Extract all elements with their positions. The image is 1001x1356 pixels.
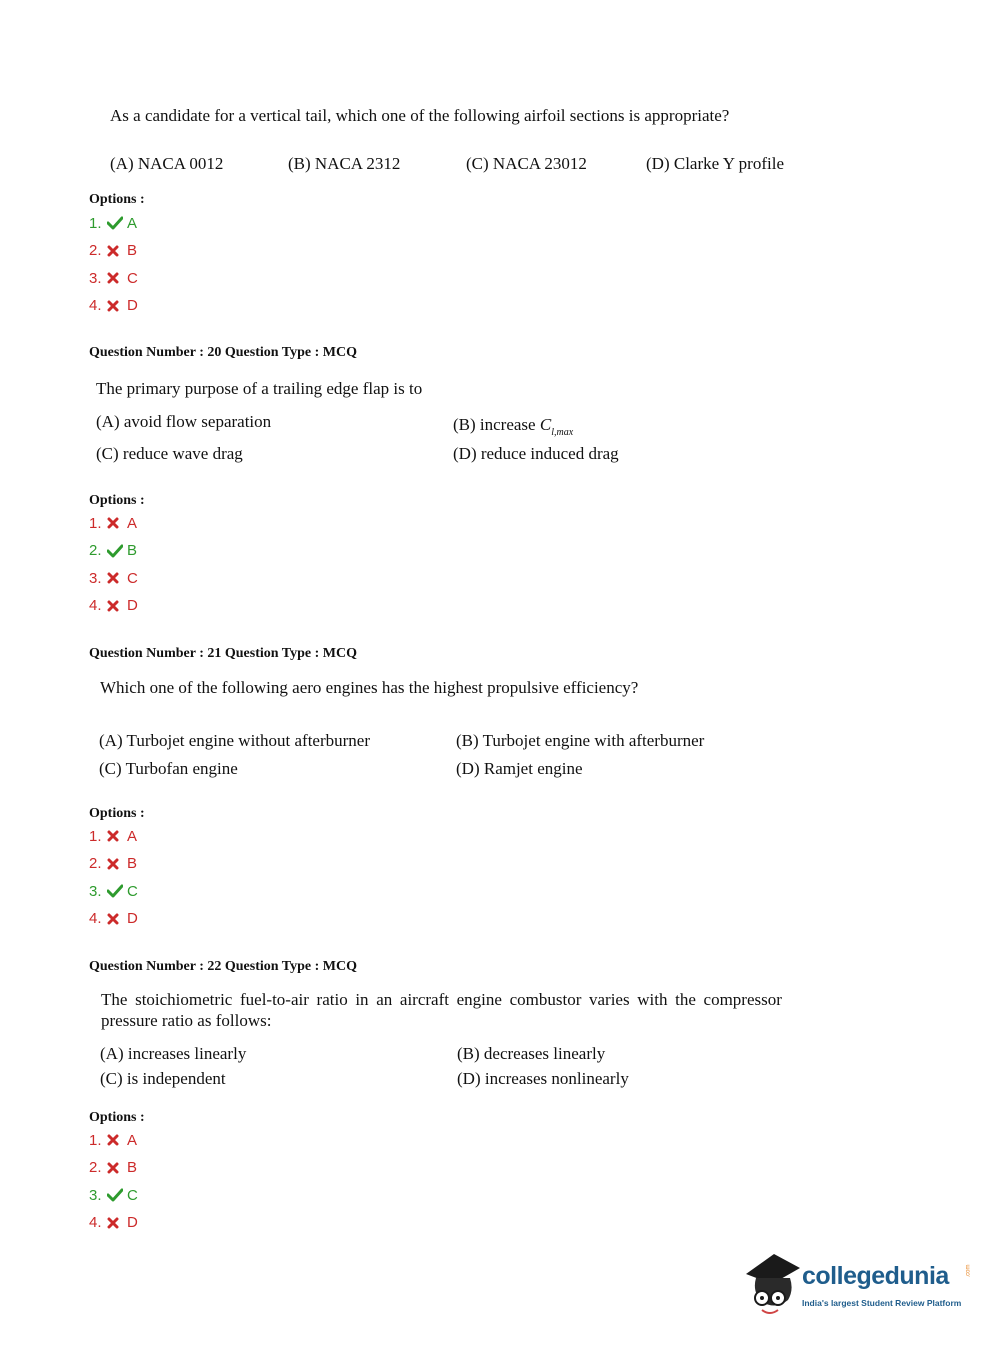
q21-option-3 [89, 881, 138, 901]
q21-choice-d: (D) Ramjet engine [456, 759, 583, 778]
q20-option-4 [89, 596, 138, 616]
q21-choice-b: (B) Turbojet engine with afterburner [456, 731, 705, 750]
q19-options-label: Options : [89, 192, 145, 207]
option-letter: D [127, 1214, 138, 1231]
q22-choice-c: (C) is independent [100, 1069, 226, 1088]
q19-choice-d: (D) Clarke Y profile [646, 154, 784, 173]
q21-option-4 [89, 909, 138, 929]
cross-icon [107, 245, 127, 257]
option-number: 2. [89, 855, 102, 872]
check-icon [107, 1188, 127, 1202]
q22-option-4 [89, 1213, 138, 1233]
cross-icon [107, 1162, 127, 1174]
option-number: 4. [89, 597, 102, 614]
q20-options-label: Options : [89, 493, 145, 508]
option-number: 1. [89, 1131, 102, 1149]
q20-choice-b-symbol: C [539, 415, 552, 434]
q21-header: Question Number : 21 Question Type : MCQ [89, 646, 357, 661]
option-number: 3. [89, 882, 102, 900]
option-letter: D [127, 910, 138, 927]
q20-choice-b [453, 415, 574, 438]
q21-option-2 [89, 854, 137, 874]
q22-header: Question Number : 22 Question Type : MCQ [89, 959, 357, 974]
option-letter: A [127, 1131, 138, 1149]
option-number: 2. [89, 1159, 102, 1176]
q20-choice-b-subscript: l,max [551, 427, 574, 438]
q20-option-2 [89, 541, 137, 561]
cross-icon [107, 300, 127, 312]
option-number: 2. [89, 542, 102, 559]
q20-choice-a: (A) avoid flow separation [96, 412, 272, 431]
option-number: 1. [89, 827, 102, 845]
q19-text: As a candidate for a vertical tail, which one of the following airfoil sections is appropriate? [110, 106, 730, 125]
q22-choice-a: (A) increases linearly [100, 1044, 247, 1063]
q20-header: Question Number : 20 Question Type : MCQ [89, 345, 357, 360]
q20-option-1 [89, 513, 137, 533]
check-icon [107, 216, 127, 230]
option-letter: B [127, 1159, 138, 1176]
q19-choice-a: (A) NACA 0012 [110, 154, 224, 173]
cross-icon [107, 600, 127, 612]
option-letter: C [127, 569, 138, 587]
q19-option-3 [89, 268, 138, 288]
option-number: 1. [89, 214, 102, 232]
option-letter: B [127, 855, 138, 872]
q19-option-1 [89, 213, 137, 233]
option-letter: B [127, 242, 138, 259]
option-letter: C [127, 1186, 138, 1204]
q19-option-4 [89, 296, 138, 316]
option-letter: D [127, 597, 138, 614]
q19-choice-c: (C) NACA 23012 [466, 154, 587, 173]
q22-choice-b: (B) decreases linearly [457, 1044, 606, 1063]
option-letter: A [127, 514, 138, 532]
q22-choice-d: (D) increases nonlinearly [457, 1069, 629, 1088]
q22-options-label: Options : [89, 1110, 145, 1125]
q22-option-1 [89, 1130, 137, 1150]
option-letter: A [127, 827, 138, 845]
brand-tagline: India's largest Student Review Platform [802, 1298, 962, 1308]
q20-choice-d: (D) reduce induced drag [453, 444, 619, 463]
brand-domain: .com [965, 1264, 972, 1278]
cross-icon [107, 272, 127, 284]
q20-choice-c: (C) reduce wave drag [96, 444, 243, 463]
cross-icon [107, 572, 127, 584]
option-number: 3. [89, 269, 102, 287]
q21-choice-c: (C) Turbofan engine [99, 759, 238, 778]
option-letter: C [127, 882, 138, 900]
cross-icon [107, 1134, 127, 1146]
check-icon [107, 544, 127, 558]
option-letter: B [127, 542, 138, 559]
brand-name: collegedunia [802, 1262, 949, 1290]
cross-icon [107, 1217, 127, 1229]
option-number: 1. [89, 514, 102, 532]
q21-option-1 [89, 826, 137, 846]
q22-text-line2: pressure ratio as follows: [101, 1011, 272, 1030]
q20-choice-b-prefix: (B) increase [453, 415, 540, 434]
q19-option-2 [89, 241, 137, 261]
option-number: 4. [89, 1214, 102, 1231]
option-number: 4. [89, 910, 102, 927]
cross-icon [107, 517, 127, 529]
check-icon [107, 884, 127, 898]
q21-options-label: Options : [89, 806, 145, 821]
option-letter: A [127, 214, 138, 232]
option-letter: D [127, 297, 138, 314]
collegedunia-logo [742, 1246, 972, 1321]
option-number: 3. [89, 569, 102, 587]
q20-text: The primary purpose of a trailing edge flap is to [96, 379, 423, 398]
q22-option-2 [89, 1158, 137, 1178]
cross-icon [107, 830, 127, 842]
q22-text-line1: The stoichiometric fuel-to-air ratio in an aircraft engine combustor varies with the compressor [101, 990, 782, 1009]
option-number: 3. [89, 1186, 102, 1204]
q22-option-3 [89, 1185, 138, 1205]
option-letter: C [127, 269, 138, 287]
q21-text: Which one of the following aero engines has the highest propulsive efficiency? [100, 678, 639, 697]
cross-icon [107, 858, 127, 870]
option-number: 4. [89, 297, 102, 314]
q20-option-3 [89, 568, 138, 588]
q19-choice-b: (B) NACA 2312 [288, 154, 401, 173]
option-number: 2. [89, 242, 102, 259]
q21-choice-a: (A) Turbojet engine without afterburner [99, 731, 370, 750]
cross-icon [107, 913, 127, 925]
mascot-icon [742, 1246, 802, 1321]
